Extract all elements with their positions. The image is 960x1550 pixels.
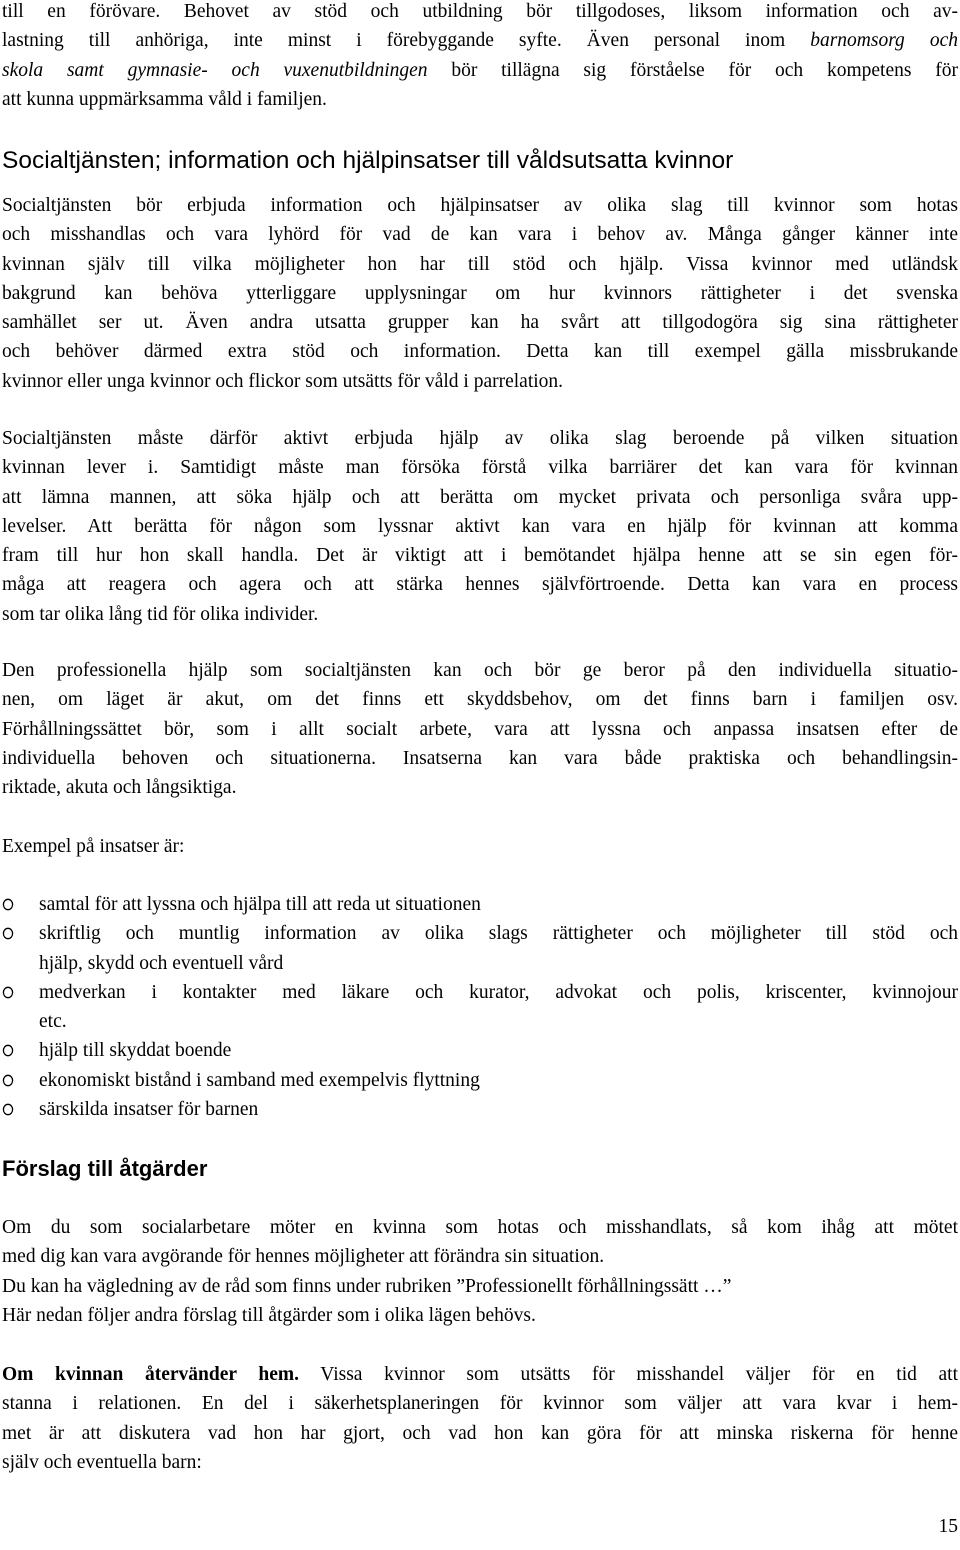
text-line: fram till hur hon skall handla. Det är viktigt att i bemötandet hjälpa henne att se sin egen för-	[2, 545, 958, 567]
text-line: med dig kan vara avgörande för hennes möjligheter att förändra sin situation.	[2, 1246, 605, 1268]
text-line: och misshandlas och vara lyhörd för vad de kan vara i behov av. Många gånger känner inte	[2, 224, 958, 246]
text-line: Den professionella hjälp som socialtjänsten kan och bör ge beror på den individuella situatio-	[2, 660, 958, 681]
text-line: samhället ser ut. Även andra utsatta grupper kan ha svårt att tillgodogöra sig sina rättigheter	[2, 312, 958, 334]
text-line: själv och eventuella barn:	[2, 1451, 202, 1473]
text-line: Socialtjänsten bör erbjuda information och hjälpinsatser av olika slag till kvinnor som hotas	[2, 195, 958, 216]
text-line: stanna i relationen. En del i säkerhetsplaneringen för kvinnor som väljer att vara kvar i hem-	[2, 1393, 958, 1415]
paragraph-aktivt-erbjuda	[2, 424, 958, 629]
page-number: 15	[938, 1516, 958, 1537]
text-line: levelser. Att berätta för någon som lyssnar aktivt kan vara en hjälp för kvinnan att komma	[2, 515, 958, 537]
text-line: lastning till anhöriga, inte minst i förebyggande syfte. Även personal inom barnomsorg och	[2, 30, 958, 52]
paragraph-professionella-hjalp	[2, 656, 958, 802]
text-line: Här nedan följer andra förslag till åtgärder som i olika lägen behövs.	[2, 1304, 536, 1326]
circle-bullet-icon	[2, 986, 14, 999]
text-line: att kunna uppmärksamma våld i familjen.	[2, 88, 327, 110]
text-line: och behöver därmed extra stöd och information. Detta kan till exempel gälla missbrukande	[2, 341, 958, 363]
italic-text: skola samt gymnasie- och vuxenutbildningen	[2, 59, 428, 81]
list-item: samtal för att lyssna och hjälpa till att reda ut situationen	[2, 890, 958, 919]
list-item: skriftlig och muntlig information av olika slags rättigheter och möjligheter till stöd och hjälp, skydd och eventuell vård	[2, 919, 958, 978]
paragraph-socialarbetare	[2, 1213, 958, 1330]
text-line: skola samt gymnasie- och vuxenutbildningen bör tillägna sig förståelse för och kompetens för	[2, 59, 959, 81]
circle-bullet-icon	[2, 927, 14, 940]
text-line: till en förövare. Behovet av stöd och utbildning bör tillgodoses, liksom information och av-	[2, 1, 958, 22]
text-line: bakgrund kan behöva ytterliggare upplysningar om hur kvinnors rättigheter i det svenska	[2, 282, 958, 304]
italic-text: barnomsorg och	[810, 30, 958, 52]
text-line: som tar olika lång tid för olika individer.	[2, 603, 319, 625]
text-line: nen, om läget är akut, om det finns ett skyddsbehov, om det finns barn i familjen osv.	[2, 689, 958, 711]
text-line: att lämna mannen, att söka hjälp och att berätta om mycket privata och personliga svåra upp-	[2, 486, 958, 508]
text-line: Förhållningssättet bör, som i allt socialt arbete, vara att lyssna och anpassa insatsen efter de	[2, 718, 958, 740]
paragraph-aterevander-hem	[2, 1360, 958, 1477]
text-line: riktade, akuta och långsiktiga.	[2, 777, 237, 799]
text-line: met är att diskutera vad hon har gjort, och vad hon kan göra för att minska riskerna för henne	[2, 1422, 958, 1444]
section-heading-forslag: Förslag till åtgärder	[2, 1156, 208, 1181]
text-line: Socialtjänsten måste därför aktivt erbjuda hjälp av olika slag beroende på vilken situation	[2, 428, 958, 449]
list-item: hjälp till skyddat boende	[2, 1036, 958, 1065]
circle-bullet-icon	[2, 1103, 14, 1116]
text-line: individuella behoven och situationerna. Insatserna kan vara både praktiska och behandlingsin-	[2, 747, 958, 769]
text-line: kvinnor eller unga kvinnor och flickor som utsätts för våld i parrelation.	[2, 370, 564, 392]
examples-list	[2, 890, 958, 1124]
text-line: kvinnan själv till vilka möjligheter hon har till stöd och hjälp. Vissa kvinnor med utländsk	[2, 253, 958, 275]
circle-bullet-icon	[2, 898, 14, 911]
list-item: särskilda insatser för barnen	[2, 1095, 958, 1124]
text-line: Om kvinnan återvänder hem. Vissa kvinnor som utsätts för misshandel väljer för en tid att	[2, 1364, 959, 1385]
text-line: Du kan ha vägledning av de råd som finns under rubriken ”Professionellt förhållningssätt …”	[2, 1275, 732, 1297]
intro-paragraph	[2, 0, 958, 114]
list-item: medverkan i kontakter med läkare och kurator, advokat och polis, kriscenter, kvinnojour etc.	[2, 978, 958, 1037]
text-line: Om du som socialarbetare möter en kvinna som hotas och misshandlats, så kom ihåg att mötet	[2, 1217, 958, 1238]
bold-lead-in: Om kvinnan återvänder hem.	[2, 1364, 299, 1385]
text-line: måga att reagera och agera och att stärka hennes självförtroende. Detta kan vara en process	[2, 574, 958, 596]
paragraph-socialtjansten	[2, 191, 958, 396]
circle-bullet-icon	[2, 1074, 14, 1087]
list-item: ekonomiskt bistånd i samband med exempelvis flyttning	[2, 1066, 958, 1095]
examples-label: Exempel på insatser är:	[2, 836, 185, 857]
text-line: kvinnan lever i. Samtidigt måste man försöka förstå vilka barriärer det kan vara för kvinnan	[2, 457, 958, 479]
circle-bullet-icon	[2, 1044, 14, 1057]
section-heading: Socialtjänsten; information och hjälpinsatser till våldsutsatta kvinnor	[2, 147, 734, 174]
